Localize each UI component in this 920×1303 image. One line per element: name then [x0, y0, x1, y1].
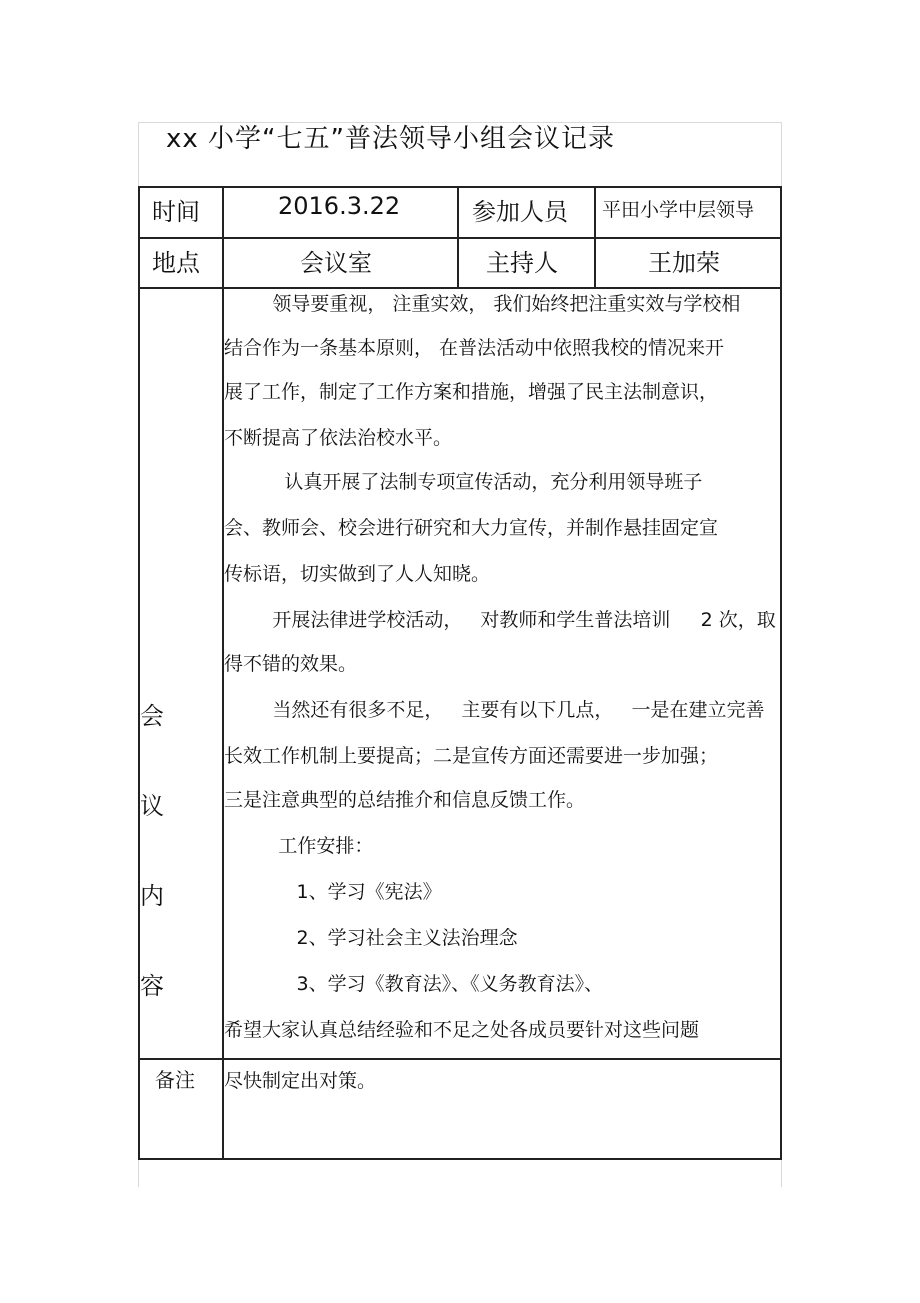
content-line: 长效工作机制上要提高；二是宣传方面还需要进一步加强；	[224, 745, 719, 767]
table-border-bottom	[138, 1158, 782, 1160]
content-line: 2、学习社会主义法治理念	[224, 927, 518, 949]
location-label: 地点	[152, 249, 200, 277]
table-border-left	[138, 186, 140, 1160]
content-line: 传标语，切实做到了人人知晓。	[224, 563, 491, 585]
table-border-content-bottom	[138, 1058, 782, 1060]
document-title: xx 小学“七五”普法领导小组会议记录	[166, 124, 615, 154]
table-border-mid-col-a	[457, 186, 459, 289]
content-line: 认真开展了法制专项宣传活动，充分利用领导班子	[224, 471, 703, 493]
table-border-right	[780, 186, 782, 1160]
content-line: 会、教师会、校会进行研究和大力宣传，并制作悬挂固定宣	[224, 517, 719, 539]
content-line: 开展法律进学校活动， 对教师和学生普法培训 2 次，取	[224, 609, 776, 631]
content-line: 工作安排：	[224, 835, 374, 857]
remarks-text: 尽快制定出对策。	[224, 1070, 377, 1092]
content-line: 1、学习《宪法》	[224, 881, 442, 903]
content-line: 领导要重视， 注重实效， 我们始终把注重实效与学校相	[224, 293, 741, 315]
content-label-char: 内	[140, 882, 164, 910]
content-line: 三是注意典型的总结推介和信息反馈工作。	[224, 789, 586, 811]
content-line: 展了工作，制定了工作方案和措施，增强了民主法制意识，	[224, 381, 719, 403]
content-line: 3、学习《教育法》、《义务教育法》、	[224, 973, 604, 995]
content-line: 不断提高了依法治校水平。	[224, 427, 453, 449]
participants-label: 参加人员	[472, 198, 568, 226]
table-border-row1	[138, 237, 782, 239]
content-label-char: 容	[140, 972, 164, 1000]
remarks-label: 备注	[155, 1068, 195, 1092]
content-line: 当然还有很多不足， 主要有以下几点， 一是在建立完善	[224, 699, 765, 721]
location-value: 会议室	[300, 249, 372, 277]
table-border-row2	[138, 287, 782, 289]
time-label: 时间	[152, 198, 200, 226]
content-line: 结合作为一条基本原则， 在普法活动中依照我校的情况来开	[224, 337, 725, 359]
host-label: 主持人	[486, 249, 558, 277]
frame-line-top	[138, 122, 782, 123]
participants-value: 平田小学中层领导	[602, 199, 755, 221]
table-border-mid-col-b	[594, 186, 596, 289]
table-border-top	[138, 186, 782, 188]
content-label-char: 会	[140, 702, 164, 730]
host-value: 王加荣	[648, 249, 720, 277]
content-line: 得不错的效果。	[224, 653, 358, 675]
content-line: 希望大家认真总结经验和不足之处各成员要针对这些问题	[224, 1019, 700, 1041]
time-value: 2016.3.22	[278, 192, 401, 220]
content-label-char: 议	[140, 792, 164, 820]
